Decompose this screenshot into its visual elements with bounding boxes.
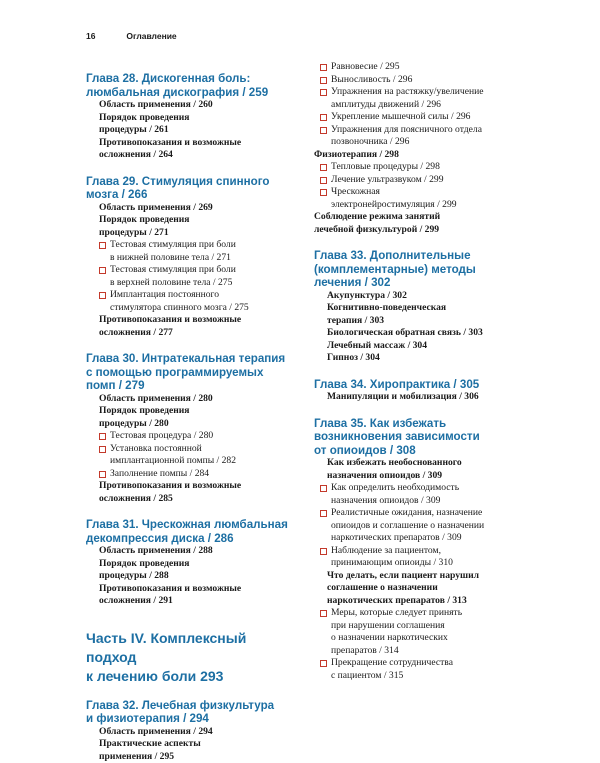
toc-entry-line: осложнения / 277	[99, 326, 173, 338]
toc-chapter-heading[interactable]	[86, 699, 298, 726]
toc-entry-line: Установка постоянной	[110, 442, 202, 454]
square-bullet-icon	[99, 242, 106, 249]
toc-bullet-entry[interactable]	[314, 174, 526, 187]
toc-bullet-entry[interactable]	[86, 443, 298, 468]
toc-entry-line: опиоидов и соглашение о назначении	[331, 519, 485, 531]
toc-part-heading[interactable]	[86, 629, 298, 686]
toc-bullet-entry[interactable]	[314, 74, 526, 87]
square-bullet-icon	[99, 267, 106, 274]
toc-entry-line: имплантационной помпы / 282	[110, 455, 237, 466]
toc-section-entry[interactable]	[314, 302, 526, 327]
toc-entry-line: Глава 35. Как избежать	[314, 416, 447, 430]
toc-entry-line: Глава 32. Лечебная физкультура	[86, 698, 275, 712]
toc-section-entry[interactable]	[314, 340, 526, 353]
square-bullet-icon	[99, 433, 106, 440]
toc-entry-line: электронейростимуляция / 299	[331, 198, 457, 210]
toc-entry-line: Равновесие / 295	[331, 61, 400, 72]
toc-entry-line: назначения опиоидов / 309	[327, 469, 443, 481]
toc-section-entry[interactable]	[86, 214, 298, 239]
toc-chapter-heading[interactable]	[86, 72, 298, 99]
toc-right-column	[314, 61, 526, 682]
toc-entry-line: (комплементарные) методы	[314, 262, 476, 276]
toc-entry-line: Лечение ультразвуком / 299	[331, 173, 444, 185]
toc-bullet-entry[interactable]	[314, 507, 526, 545]
toc-entry-line: и физиотерапия / 294	[86, 712, 209, 725]
toc-entry-line: принимающим опиоиды / 310	[331, 557, 453, 568]
toc-entry-line: Порядок проведения	[99, 405, 190, 416]
toc-entry-line: Прекращение сотрудничества	[331, 657, 453, 668]
square-bullet-icon	[320, 114, 327, 121]
toc-section-entry[interactable]	[86, 314, 298, 339]
toc-entry-line: Тестовая процедура / 280	[110, 430, 214, 441]
toc-entry-line: Порядок проведения	[99, 214, 190, 225]
toc-bullet-entry[interactable]	[86, 430, 298, 443]
toc-entry-line: Часть IV. Комплексный подход	[86, 629, 247, 665]
toc-entry-line: терапия / 303	[327, 314, 385, 326]
toc-entry-line: Укрепление мышечной силы / 296	[331, 111, 471, 122]
toc-section-entry[interactable]	[86, 583, 298, 608]
toc-section-entry[interactable]	[314, 391, 526, 404]
toc-entry-line: к лечению боли 293	[86, 667, 224, 684]
toc-entry-line: Порядок проведения	[99, 111, 190, 123]
toc-entry-line: Акупунктура / 302	[327, 289, 407, 301]
toc-entry-line: наркотических препаратов / 313	[327, 594, 467, 606]
square-bullet-icon	[320, 127, 327, 134]
toc-entry-line: Глава 28. Дискогенная боль:	[86, 72, 251, 85]
toc-entry-line: Когнитивно-поведенческая	[327, 302, 447, 313]
toc-entry-line: Наблюдение за пациентом,	[331, 544, 442, 556]
square-bullet-icon	[320, 510, 327, 517]
toc-section-entry[interactable]	[86, 726, 298, 739]
toc-entry-line: лечебной физкультурой / 299	[314, 223, 440, 235]
toc-entry-line: Глава 34. Хиропрактика / 305	[314, 377, 480, 391]
toc-entry-line: в нижней половине тела / 271	[110, 251, 231, 263]
toc-entry-line: применения / 295	[99, 750, 175, 762]
square-bullet-icon	[320, 77, 327, 84]
toc-section-entry[interactable]	[86, 137, 298, 162]
square-bullet-icon	[320, 610, 327, 617]
toc-left-column	[86, 72, 298, 763]
toc-entry-line: с помощью программируемых	[86, 365, 264, 379]
toc-section-entry[interactable]	[86, 558, 298, 583]
square-bullet-icon	[99, 471, 106, 478]
toc-bullet-entry[interactable]	[314, 607, 526, 657]
toc-section-entry[interactable]	[314, 570, 526, 608]
toc-section-entry[interactable]	[314, 149, 526, 162]
toc-entry-line: Упражнения на растяжку/увеличение	[331, 86, 484, 97]
square-bullet-icon	[320, 89, 327, 96]
toc-section-entry[interactable]	[314, 352, 526, 365]
page-number: 16	[86, 31, 96, 41]
toc-entry-line: Соблюдение режима занятий	[314, 211, 441, 222]
toc-section-entry[interactable]	[86, 405, 298, 430]
toc-entry-line: Область применения / 260	[99, 99, 213, 110]
toc-entry-line: Противопоказания и возможные	[99, 582, 242, 594]
toc-entry-line: Противопоказания и возможные	[99, 136, 242, 148]
toc-section-entry[interactable]	[86, 480, 298, 505]
toc-chapter-heading[interactable]	[314, 249, 526, 290]
toc-entry-line: Область применения / 280	[99, 392, 213, 404]
toc-entry-line: наркотических препаратов / 309	[331, 532, 462, 543]
toc-entry-line: помп / 279	[86, 379, 145, 392]
toc-entry-line: Чрескожная	[331, 186, 380, 197]
toc-entry-line: процедуры / 271	[99, 226, 169, 238]
toc-entry-line: Меры, которые следует принять	[331, 607, 463, 618]
toc-entry-line: возникновения зависимости	[314, 430, 480, 443]
toc-section-entry[interactable]	[86, 393, 298, 406]
toc-section-entry[interactable]	[86, 545, 298, 558]
toc-entry-line: Выносливость / 296	[331, 73, 413, 85]
header-title: Оглавление	[126, 31, 177, 41]
toc-bullet-entry[interactable]	[86, 264, 298, 289]
toc-entry-line: позвоночника / 296	[331, 136, 410, 147]
toc-bullet-entry[interactable]	[86, 289, 298, 314]
toc-entry-line: Лечебный массаж / 304	[327, 339, 428, 351]
toc-bullet-entry[interactable]	[314, 111, 526, 124]
toc-bullet-entry[interactable]	[86, 468, 298, 481]
toc-entry-line: Глава 30. Интратекальная терапия	[86, 352, 286, 365]
toc-entry-line: мозга / 266	[86, 188, 148, 201]
toc-entry-line: Гипноз / 304	[327, 352, 380, 363]
toc-chapter-heading[interactable]	[86, 352, 298, 393]
toc-entry-line: Область применения / 288	[99, 545, 213, 556]
toc-entry-line: Как определить необходимость	[331, 482, 460, 493]
toc-section-entry[interactable]	[314, 327, 526, 340]
toc-entry-line: лечения / 302	[314, 276, 391, 289]
square-bullet-icon	[320, 189, 327, 196]
toc-entry-line: декомпрессия диска / 286	[86, 531, 234, 545]
toc-entry-line: препаратов / 314	[331, 644, 399, 656]
toc-entry-line: процедуры / 261	[99, 124, 169, 135]
toc-entry-line: амплитуды движений / 296	[331, 98, 441, 110]
toc-entry-line: Глава 33. Дополнительные	[314, 249, 471, 262]
toc-entry-line: процедуры / 280	[99, 417, 169, 429]
toc-bullet-entry[interactable]	[314, 545, 526, 570]
toc-entry-line: процедуры / 288	[99, 570, 169, 581]
toc-entry-line: Как избежать необоснованного	[327, 457, 462, 468]
toc-bullet-entry[interactable]	[314, 61, 526, 74]
toc-section-entry[interactable]	[86, 738, 298, 763]
toc-section-entry[interactable]	[86, 99, 298, 112]
toc-entry-line: Область применения / 294	[99, 725, 213, 737]
toc-entry-line: стимулятора спинного мозга / 275	[110, 301, 249, 313]
toc-bullet-entry[interactable]	[314, 124, 526, 149]
toc-bullet-entry[interactable]	[314, 657, 526, 682]
toc-section-entry[interactable]	[86, 202, 298, 215]
toc-section-entry[interactable]	[314, 290, 526, 303]
toc-entry-line: осложнения / 285	[99, 492, 173, 504]
toc-chapter-heading[interactable]	[314, 417, 526, 458]
toc-entry-line: Имплантация постоянного	[110, 289, 220, 300]
toc-entry-line: назначения опиоидов / 309	[331, 494, 441, 506]
toc-entry-line: Заполнение помпы / 284	[110, 467, 210, 479]
square-bullet-icon	[320, 485, 327, 492]
toc-entry-line: Физиотерапия / 298	[314, 148, 399, 160]
toc-entry-line: осложнения / 291	[99, 595, 173, 606]
toc-bullet-entry[interactable]	[314, 186, 526, 211]
toc-entry-line: Реалистичные ожидания, назначение	[331, 507, 483, 518]
toc-entry-line: Практические аспекты	[99, 738, 201, 749]
toc-entry-line: Биологическая обратная связь / 303	[327, 327, 483, 338]
toc-entry-line: Противопоказания и возможные	[99, 314, 242, 325]
toc-entry-line: о назначении наркотических	[331, 632, 448, 643]
toc-entry-line: Область применения / 269	[99, 201, 213, 213]
toc-section-entry[interactable]	[86, 112, 298, 137]
toc-entry-line: от опиоидов / 308	[314, 443, 416, 457]
toc-entry-line: с пациентом / 315	[331, 669, 404, 681]
toc-entry-line: Порядок проведения	[99, 557, 190, 569]
square-bullet-icon	[320, 548, 327, 555]
toc-bullet-entry[interactable]	[314, 161, 526, 174]
toc-entry-line: Тестовая стимуляция при боли	[110, 239, 236, 250]
toc-entry-line: Глава 31. Чрескожная люмбальная	[86, 518, 288, 531]
square-bullet-icon	[320, 660, 327, 667]
toc-entry-line: Глава 29. Стимуляция спинного	[86, 174, 270, 188]
toc-entry-line: осложнения / 264	[99, 149, 173, 160]
toc-section-entry[interactable]	[314, 457, 526, 482]
square-bullet-icon	[99, 446, 106, 453]
toc-section-entry[interactable]	[314, 211, 526, 236]
page-header	[86, 31, 177, 41]
square-bullet-icon	[320, 177, 327, 184]
square-bullet-icon	[99, 292, 106, 299]
toc-bullet-entry[interactable]	[86, 239, 298, 264]
toc-chapter-heading[interactable]	[86, 175, 298, 202]
toc-entry-line: Тепловые процедуры / 298	[331, 161, 440, 172]
toc-entry-line: люмбальная дискография / 259	[86, 85, 269, 99]
toc-entry-line: в верхней половине тела / 275	[110, 276, 233, 288]
toc-entry-line: при нарушении соглашения	[331, 619, 445, 631]
toc-entry-line: соглашение о назначении	[327, 582, 438, 593]
toc-chapter-heading[interactable]	[86, 518, 298, 545]
square-bullet-icon	[320, 164, 327, 171]
toc-entry-line: Тестовая стимуляция при боли	[110, 264, 236, 275]
toc-entry-line: Противопоказания и возможные	[99, 480, 242, 491]
toc-chapter-heading[interactable]	[314, 378, 526, 392]
toc-entry-line: Что делать, если пациент нарушил	[327, 569, 480, 581]
toc-entry-line: Манипуляции и мобилизация / 306	[327, 391, 479, 402]
toc-bullet-entry[interactable]	[314, 482, 526, 507]
toc-bullet-entry[interactable]	[314, 86, 526, 111]
toc-entry-line: Упражнения для поясничного отдела	[331, 123, 482, 135]
square-bullet-icon	[320, 64, 327, 71]
